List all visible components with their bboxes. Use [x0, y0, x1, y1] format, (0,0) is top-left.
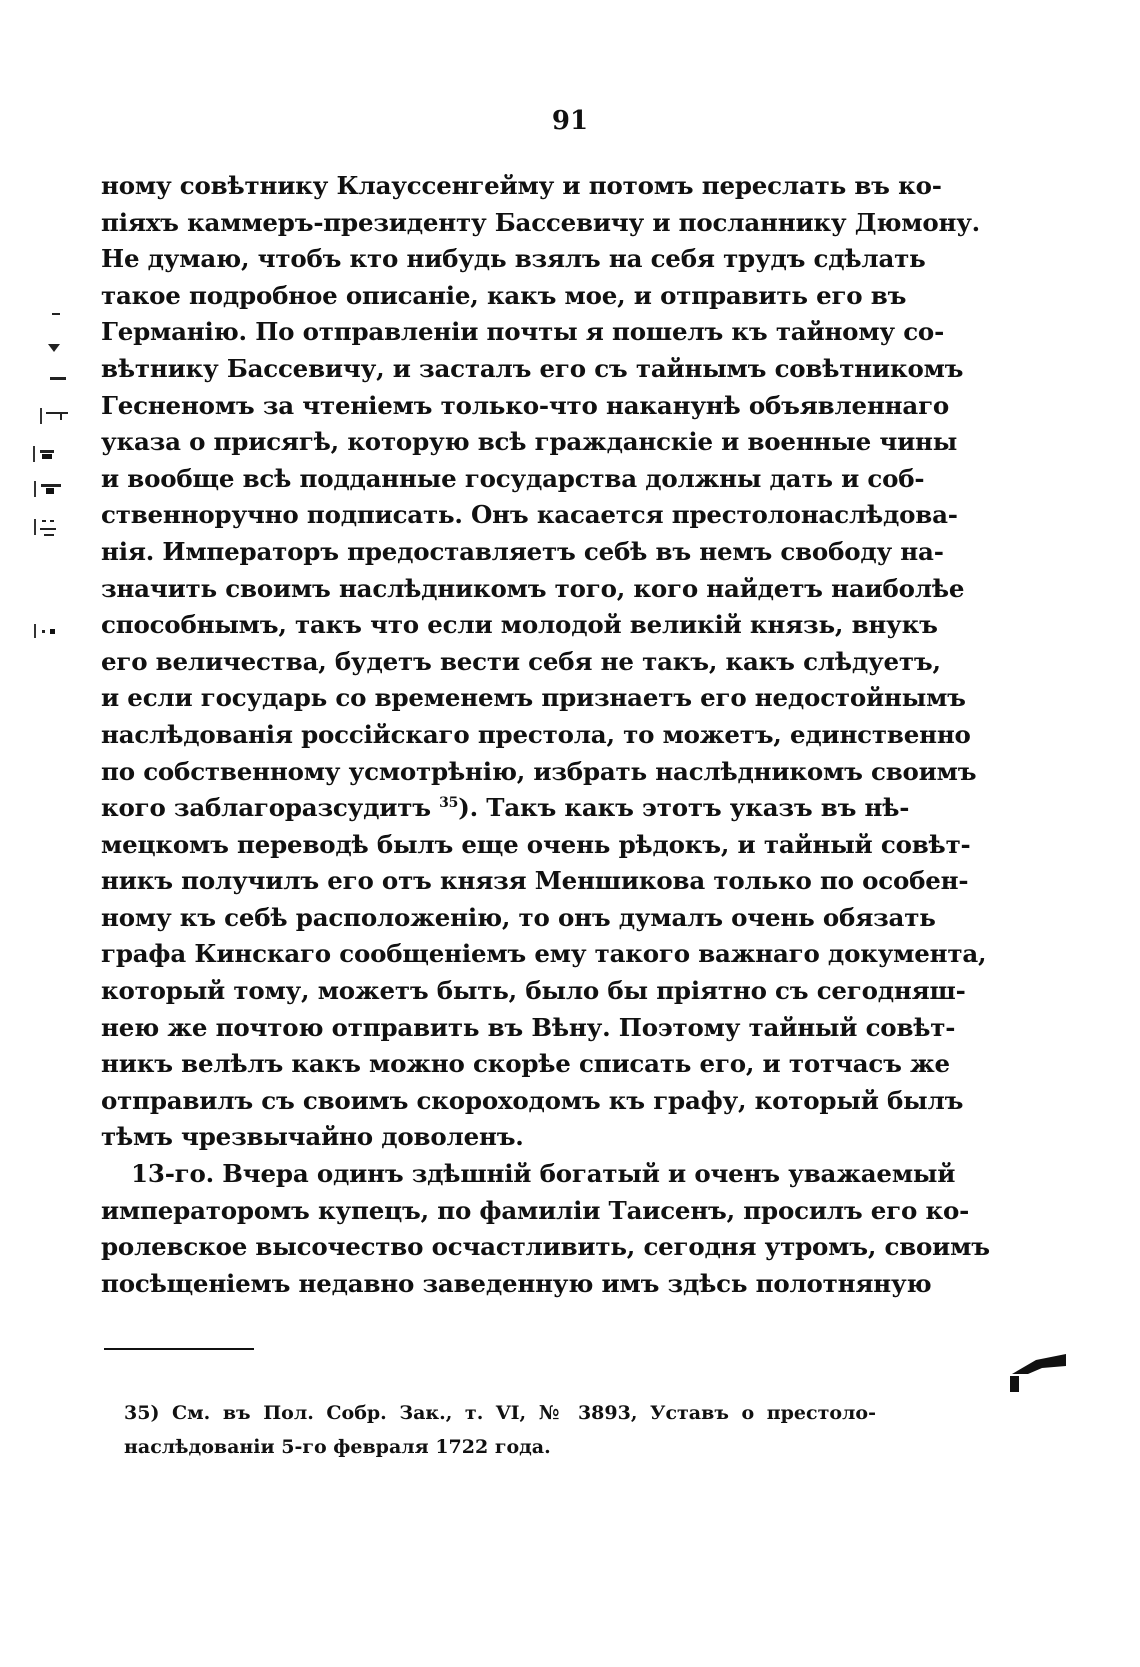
- footnote-line: 35) См. въ Пол. Собр. Зак., т. VI, № 3893, Уставъ о престоло-: [124, 1402, 876, 1424]
- margin-marks: [30, 300, 80, 700]
- text-line: и вообще всѣ подданные государства должны дать и соб-: [101, 463, 925, 493]
- text-line: наслѣдованія россійскаго престола, то можетъ, единственно: [101, 719, 971, 749]
- text-line: по собственному усмотрѣнію, избрать наслѣдникомъ своимъ: [101, 756, 977, 786]
- text-line: Не думаю, чтобъ кто нибудь взялъ на себя трудъ сдѣлать: [101, 244, 926, 274]
- main-text: [101, 168, 990, 1302]
- text-line: ному къ себѣ расположенію, то онъ думалъ очень обязать: [101, 902, 936, 932]
- scan-blot: [1008, 1352, 1068, 1406]
- paragraph-end-line: тѣмъ чрезвычайно доволенъ.: [101, 1122, 524, 1152]
- text-line: нею же почтою отправить въ Вѣну. Поэтому тайный совѣт-: [101, 1012, 956, 1042]
- text-line-footnote-ref: [101, 790, 910, 827]
- page-number: 91: [551, 106, 589, 136]
- text-line: піяхъ каммеръ-президенту Бассевичу и посланнику Дюмону.: [101, 207, 981, 237]
- text-line: графа Кинскаго сообщеніемъ ему такого важнаго документа,: [101, 939, 987, 969]
- text-line: значить своимъ наслѣдникомъ того, кого найдетъ наиболѣе: [101, 573, 965, 603]
- text-fragment: ). Такъ какъ этотъ указъ въ нѣ-: [458, 793, 910, 823]
- text-line: способнымъ, такъ что если молодой великій князь, внукъ: [101, 610, 938, 640]
- text-line: отправилъ съ своимъ скороходомъ къ графу, который былъ: [101, 1085, 964, 1115]
- text-line: мецкомъ переводѣ былъ еще очень рѣдокъ, и тайный совѣт-: [101, 829, 971, 859]
- text-line: который тому, можетъ быть, было бы пріятно съ сегодняш-: [101, 976, 966, 1006]
- text-line: указа о присягѣ, которую всѣ гражданскіе и военные чины: [101, 427, 958, 457]
- footnote-reference: 35: [439, 794, 459, 811]
- footnote-line: наслѣдованіи 5-го февраля 1722 года.: [124, 1436, 551, 1458]
- text-line: императоромъ купецъ, по фамиліи Таисенъ, просилъ его ко-: [101, 1195, 970, 1225]
- text-line: его величества, будетъ вести себя не такъ, какъ слѣдуетъ,: [101, 646, 941, 676]
- text-line: посѣщеніемъ недавно заведенную имъ здѣсь полотняную: [101, 1268, 932, 1298]
- footnote-separator: [104, 1348, 254, 1350]
- text-line: никъ получилъ его отъ князя Меншикова только по особен-: [101, 866, 969, 896]
- text-line: вѣтнику Бассевичу, и засталъ его съ тайнымъ совѣтникомъ: [101, 353, 964, 383]
- text-line: такое подробное описаніе, какъ мое, и отправить его въ: [101, 280, 907, 310]
- text-line: Гесненомъ за чтеніемъ только-что наканунѣ объявленнаго: [101, 390, 950, 420]
- text-line: Германію. По отправленіи почты я пошелъ къ тайному со-: [101, 317, 945, 347]
- text-line: никъ велѣлъ какъ можно скорѣе списать его, и тотчасъ же: [101, 1049, 950, 1079]
- footnote: [124, 1396, 876, 1464]
- paragraph-start-line: 13-го. Вчера одинъ здѣшній богатый и оченъ уважаемый: [131, 1159, 956, 1189]
- text-line: ственноручно подписать. Онъ касается престолонаслѣдова-: [101, 500, 958, 530]
- text-line: нія. Императоръ предоставляетъ себѣ въ немъ свободу на-: [101, 536, 944, 566]
- text-line: и если государь со временемъ признаетъ его недостойнымъ: [101, 683, 966, 713]
- text-fragment: кого заблагоразсудитъ: [101, 793, 431, 823]
- text-line: ролевское высочество осчастливить, сегодня утромъ, своимъ: [101, 1232, 990, 1262]
- text-line: ному совѣтнику Клауссенгейму и потомъ переслать въ ко-: [101, 171, 942, 200]
